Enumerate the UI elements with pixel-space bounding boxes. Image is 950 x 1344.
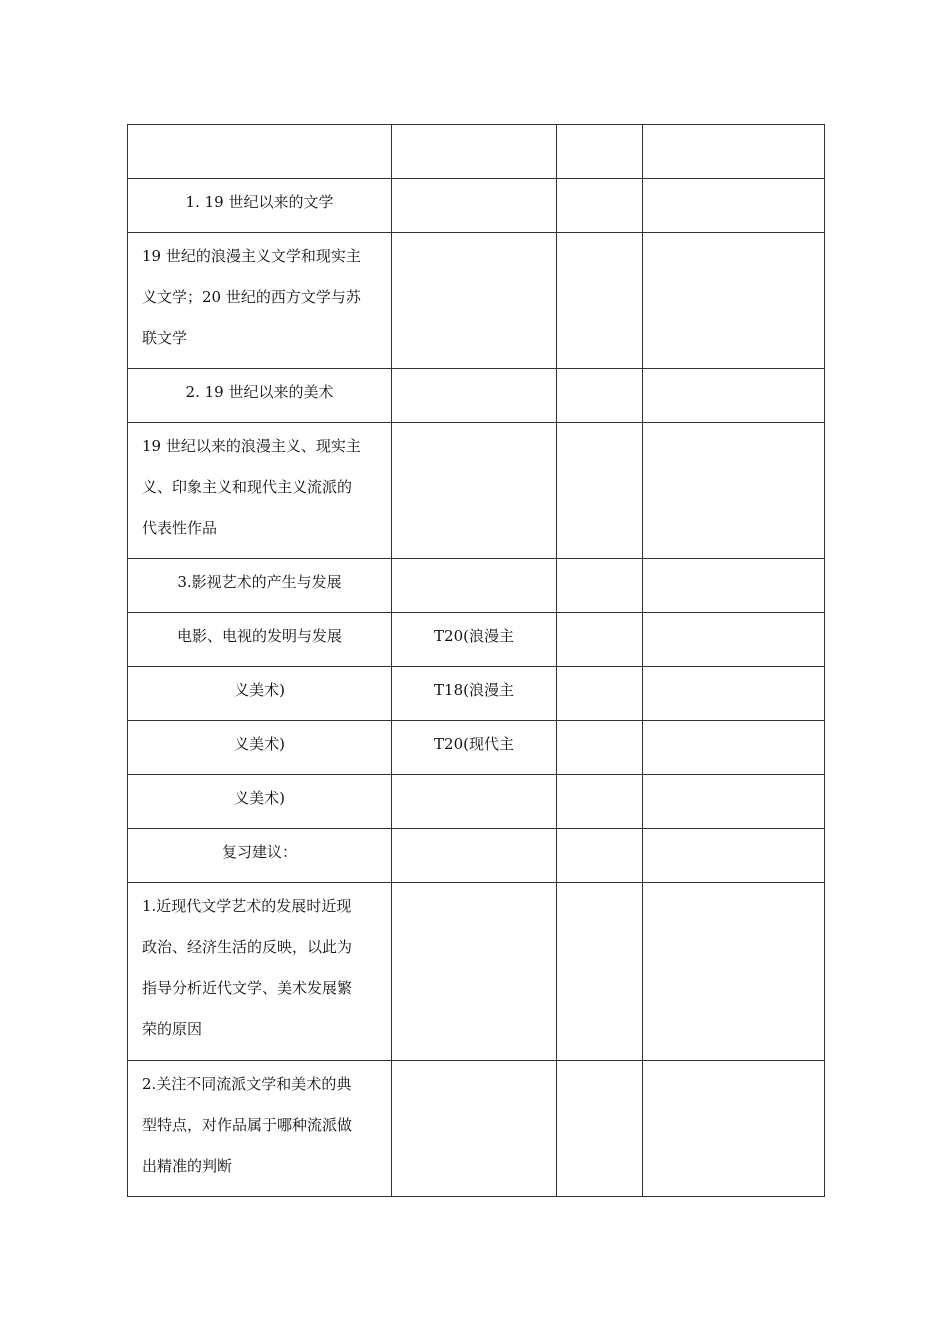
empty-cell [643,423,825,559]
reference-cell [392,179,557,233]
empty-cell [557,423,643,559]
content-text [128,721,391,765]
reference-text [392,179,556,182]
content-text [128,775,391,819]
content-line: 义美术) [234,735,285,753]
content-text [128,559,391,603]
empty-cell [557,883,643,1061]
content-cell [128,613,392,667]
table-row [128,775,825,829]
content-line: 义文学；20 世纪的西方文学与苏 [142,288,361,306]
content-text [128,179,391,223]
reference-text [392,775,556,778]
empty-cell [557,1061,643,1197]
content-cell [128,233,392,369]
reference-cell [392,613,557,667]
reference-text [392,233,556,236]
empty-cell [557,233,643,369]
content-cell [128,1061,392,1197]
reference-cell [392,125,557,179]
content-text [128,883,391,1050]
empty-cell [643,1061,825,1197]
content-line: 义、印象主义和现代主义流派的 [142,478,353,496]
reference-text [392,559,556,562]
reference-cell [392,369,557,423]
reference-cell [392,829,557,883]
content-text [128,667,391,711]
empty-cell [643,613,825,667]
content-text [128,1061,391,1187]
empty-cell [643,775,825,829]
content-cell [128,667,392,721]
table-row [128,667,825,721]
table-row [128,559,825,613]
content-line: 3.影视艺术的产生与发展 [177,573,342,591]
empty-cell [643,559,825,613]
content-line: 2.关注不同流派文学和美术的典 [142,1075,352,1093]
empty-cell [643,369,825,423]
reference-cell [392,721,557,775]
reference-cell [392,667,557,721]
content-line: 2. 19 世纪以来的美术 [185,383,334,401]
reference-text [392,423,556,426]
empty-cell [643,179,825,233]
reference-text: T18(浪漫主 [434,681,514,699]
content-cell [128,559,392,613]
reference-text [392,125,556,128]
content-text [128,829,391,873]
reference-cell [392,423,557,559]
content-cell [128,721,392,775]
content-cell [128,829,392,883]
empty-cell [557,369,643,423]
content-line: 复习建议： [221,843,297,861]
empty-cell [557,667,643,721]
content-line: 19 世纪的浪漫主义文学和现实主 [142,247,361,265]
reference-text: T20(浪漫主 [434,627,514,645]
content-cell [128,179,392,233]
table-row [128,613,825,667]
reference-text [392,369,556,372]
reference-cell [392,775,557,829]
content-line: 型特点，对作品属于哪种流派做 [142,1116,353,1134]
review-table [127,124,825,1197]
empty-cell [643,721,825,775]
content-line: 代表性作品 [142,519,218,537]
reference-text [392,883,556,886]
empty-cell [557,179,643,233]
content-text [128,233,391,359]
content-line: 电影、电视的发明与发展 [176,627,342,645]
content-cell [128,369,392,423]
table-row [128,883,825,1061]
content-line: 1. 19 世纪以来的文学 [185,193,334,211]
empty-cell [557,775,643,829]
table-row [128,125,825,179]
table-row [128,179,825,233]
content-line: 出精准的判断 [142,1157,233,1175]
table-row [128,233,825,369]
content-cell [128,423,392,559]
content-line: 联文学 [142,329,188,347]
empty-cell [643,233,825,369]
reference-cell [392,1061,557,1197]
empty-cell [643,883,825,1061]
reference-cell [392,233,557,369]
content-line: 义美术) [234,789,285,807]
content-cell [128,125,392,179]
content-line: 荣的原因 [142,1020,203,1038]
content-text [128,423,391,549]
empty-cell [643,125,825,179]
reference-text [392,829,556,832]
content-cell [128,775,392,829]
content-line: 政治、经济生活的反映，以此为 [142,938,353,956]
content-line: 指导分析近代文学、美术发展繁 [142,979,353,997]
content-line: 1.近现代文学艺术的发展时近现 [142,897,352,915]
empty-cell [557,721,643,775]
content-text [128,369,391,413]
empty-cell [557,829,643,883]
reference-text [392,1061,556,1064]
empty-cell [557,125,643,179]
table-row [128,721,825,775]
empty-cell [643,829,825,883]
content-cell [128,883,392,1061]
table-row [128,829,825,883]
table-row [128,1061,825,1197]
table-row [128,423,825,559]
reference-cell [392,883,557,1061]
empty-cell [557,559,643,613]
content-text [128,125,391,128]
content-line: 19 世纪以来的浪漫主义、现实主 [142,437,361,455]
empty-cell [643,667,825,721]
content-text [128,613,391,657]
table-row [128,369,825,423]
reference-cell [392,559,557,613]
reference-text: T20(现代主 [434,735,514,753]
content-line: 义美术) [234,681,285,699]
empty-cell [557,613,643,667]
